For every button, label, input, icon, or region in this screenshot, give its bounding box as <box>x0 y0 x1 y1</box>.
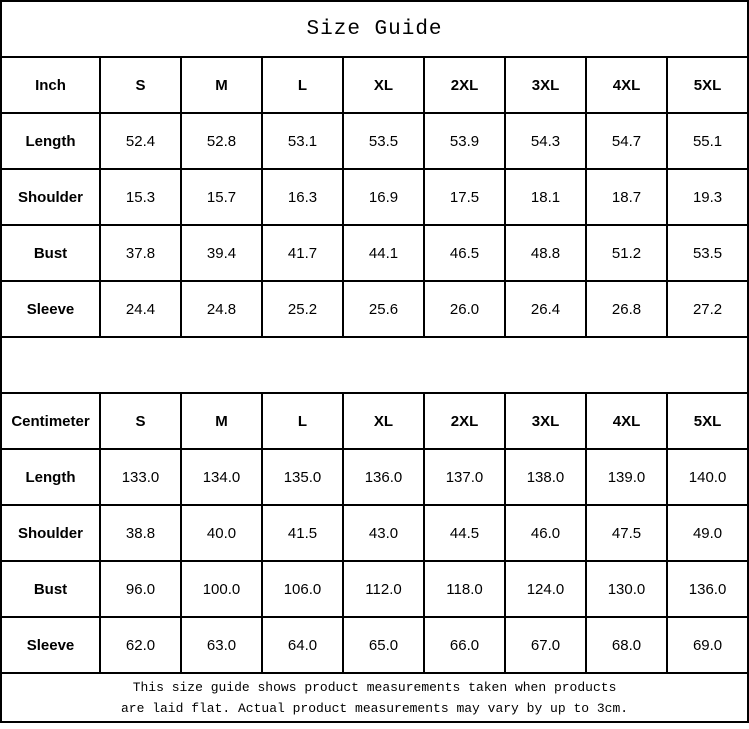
size-value: 26.8 <box>586 281 667 337</box>
cm-col-header-l: L <box>262 393 343 449</box>
size-value: 43.0 <box>343 505 424 561</box>
size-value: 37.8 <box>100 225 181 281</box>
size-value: 25.6 <box>343 281 424 337</box>
size-value: 130.0 <box>586 561 667 617</box>
size-value: 17.5 <box>424 169 505 225</box>
size-value: 96.0 <box>100 561 181 617</box>
size-value: 112.0 <box>343 561 424 617</box>
size-value: 40.0 <box>181 505 262 561</box>
cm-sleeve-row <box>1 617 748 673</box>
size-value: 48.8 <box>505 225 586 281</box>
size-value: 54.3 <box>505 113 586 169</box>
inch-col-header-3xl: 3XL <box>505 57 586 113</box>
row-label: Bust <box>1 225 100 281</box>
size-value: 53.5 <box>343 113 424 169</box>
cm-col-header-4xl: 4XL <box>586 393 667 449</box>
inch-unit-header: Inch <box>1 57 100 113</box>
cm-shoulder-row <box>1 505 748 561</box>
size-value: 136.0 <box>343 449 424 505</box>
cm-col-header-2xl: 2XL <box>424 393 505 449</box>
footer-note-line2: are laid flat. Actual product measurements may vary by up to 3cm. <box>120 700 629 716</box>
size-value: 24.8 <box>181 281 262 337</box>
size-value: 100.0 <box>181 561 262 617</box>
size-value: 15.3 <box>100 169 181 225</box>
size-value: 106.0 <box>262 561 343 617</box>
size-value: 138.0 <box>505 449 586 505</box>
inch-length-row <box>1 113 748 169</box>
size-value: 27.2 <box>667 281 748 337</box>
size-value: 52.4 <box>100 113 181 169</box>
size-value: 55.1 <box>667 113 748 169</box>
size-value: 65.0 <box>343 617 424 673</box>
row-label: Shoulder <box>1 505 100 561</box>
size-value: 39.4 <box>181 225 262 281</box>
footer-note <box>1 673 748 722</box>
size-value: 137.0 <box>424 449 505 505</box>
inch-shoulder-row <box>1 169 748 225</box>
row-label: Bust <box>1 561 100 617</box>
size-value: 54.7 <box>586 113 667 169</box>
row-label: Length <box>1 449 100 505</box>
size-value: 46.0 <box>505 505 586 561</box>
row-label: Sleeve <box>1 617 100 673</box>
size-value: 53.9 <box>424 113 505 169</box>
size-value: 19.3 <box>667 169 748 225</box>
size-value: 47.5 <box>586 505 667 561</box>
size-value: 16.3 <box>262 169 343 225</box>
footer-row <box>1 673 748 722</box>
cm-col-header-xl: XL <box>343 393 424 449</box>
inch-header-row <box>1 57 748 113</box>
size-value: 64.0 <box>262 617 343 673</box>
inch-sleeve-row <box>1 281 748 337</box>
size-value: 41.5 <box>262 505 343 561</box>
inch-bust-row <box>1 225 748 281</box>
inch-col-header-l: L <box>262 57 343 113</box>
size-value: 68.0 <box>586 617 667 673</box>
inch-col-header-xl: XL <box>343 57 424 113</box>
size-value: 18.1 <box>505 169 586 225</box>
cm-length-row <box>1 449 748 505</box>
cm-header-row <box>1 393 748 449</box>
size-value: 135.0 <box>262 449 343 505</box>
size-value: 118.0 <box>424 561 505 617</box>
size-value: 136.0 <box>667 561 748 617</box>
row-label: Shoulder <box>1 169 100 225</box>
size-value: 62.0 <box>100 617 181 673</box>
size-value: 67.0 <box>505 617 586 673</box>
size-value: 140.0 <box>667 449 748 505</box>
cm-bust-row <box>1 561 748 617</box>
size-value: 133.0 <box>100 449 181 505</box>
row-label: Length <box>1 113 100 169</box>
size-value: 69.0 <box>667 617 748 673</box>
size-value: 52.8 <box>181 113 262 169</box>
size-value: 53.1 <box>262 113 343 169</box>
size-value: 26.0 <box>424 281 505 337</box>
row-label: Sleeve <box>1 281 100 337</box>
size-value: 63.0 <box>181 617 262 673</box>
size-value: 44.5 <box>424 505 505 561</box>
inch-col-header-2xl: 2XL <box>424 57 505 113</box>
size-value: 139.0 <box>586 449 667 505</box>
size-value: 53.5 <box>667 225 748 281</box>
cm-col-header-5xl: 5XL <box>667 393 748 449</box>
title-row <box>1 1 748 57</box>
size-value: 51.2 <box>586 225 667 281</box>
cm-col-header-3xl: 3XL <box>505 393 586 449</box>
inch-col-header-m: M <box>181 57 262 113</box>
size-value: 16.9 <box>343 169 424 225</box>
size-value: 15.7 <box>181 169 262 225</box>
inch-col-header-4xl: 4XL <box>586 57 667 113</box>
footer-note-line1: This size guide shows product measurements taken when products <box>132 679 617 695</box>
size-value: 46.5 <box>424 225 505 281</box>
size-value: 25.2 <box>262 281 343 337</box>
spacer-row <box>1 337 748 393</box>
cm-col-header-s: S <box>100 393 181 449</box>
page-title: Size Guide <box>1 1 748 57</box>
size-value: 134.0 <box>181 449 262 505</box>
inch-col-header-5xl: 5XL <box>667 57 748 113</box>
size-value: 44.1 <box>343 225 424 281</box>
size-value: 26.4 <box>505 281 586 337</box>
size-value: 18.7 <box>586 169 667 225</box>
inch-col-header-s: S <box>100 57 181 113</box>
size-value: 49.0 <box>667 505 748 561</box>
size-value: 24.4 <box>100 281 181 337</box>
size-value: 66.0 <box>424 617 505 673</box>
size-value: 38.8 <box>100 505 181 561</box>
cm-unit-header: Centimeter <box>1 393 100 449</box>
size-value: 41.7 <box>262 225 343 281</box>
cm-col-header-m: M <box>181 393 262 449</box>
size-value: 124.0 <box>505 561 586 617</box>
spacer-cell <box>1 337 748 393</box>
